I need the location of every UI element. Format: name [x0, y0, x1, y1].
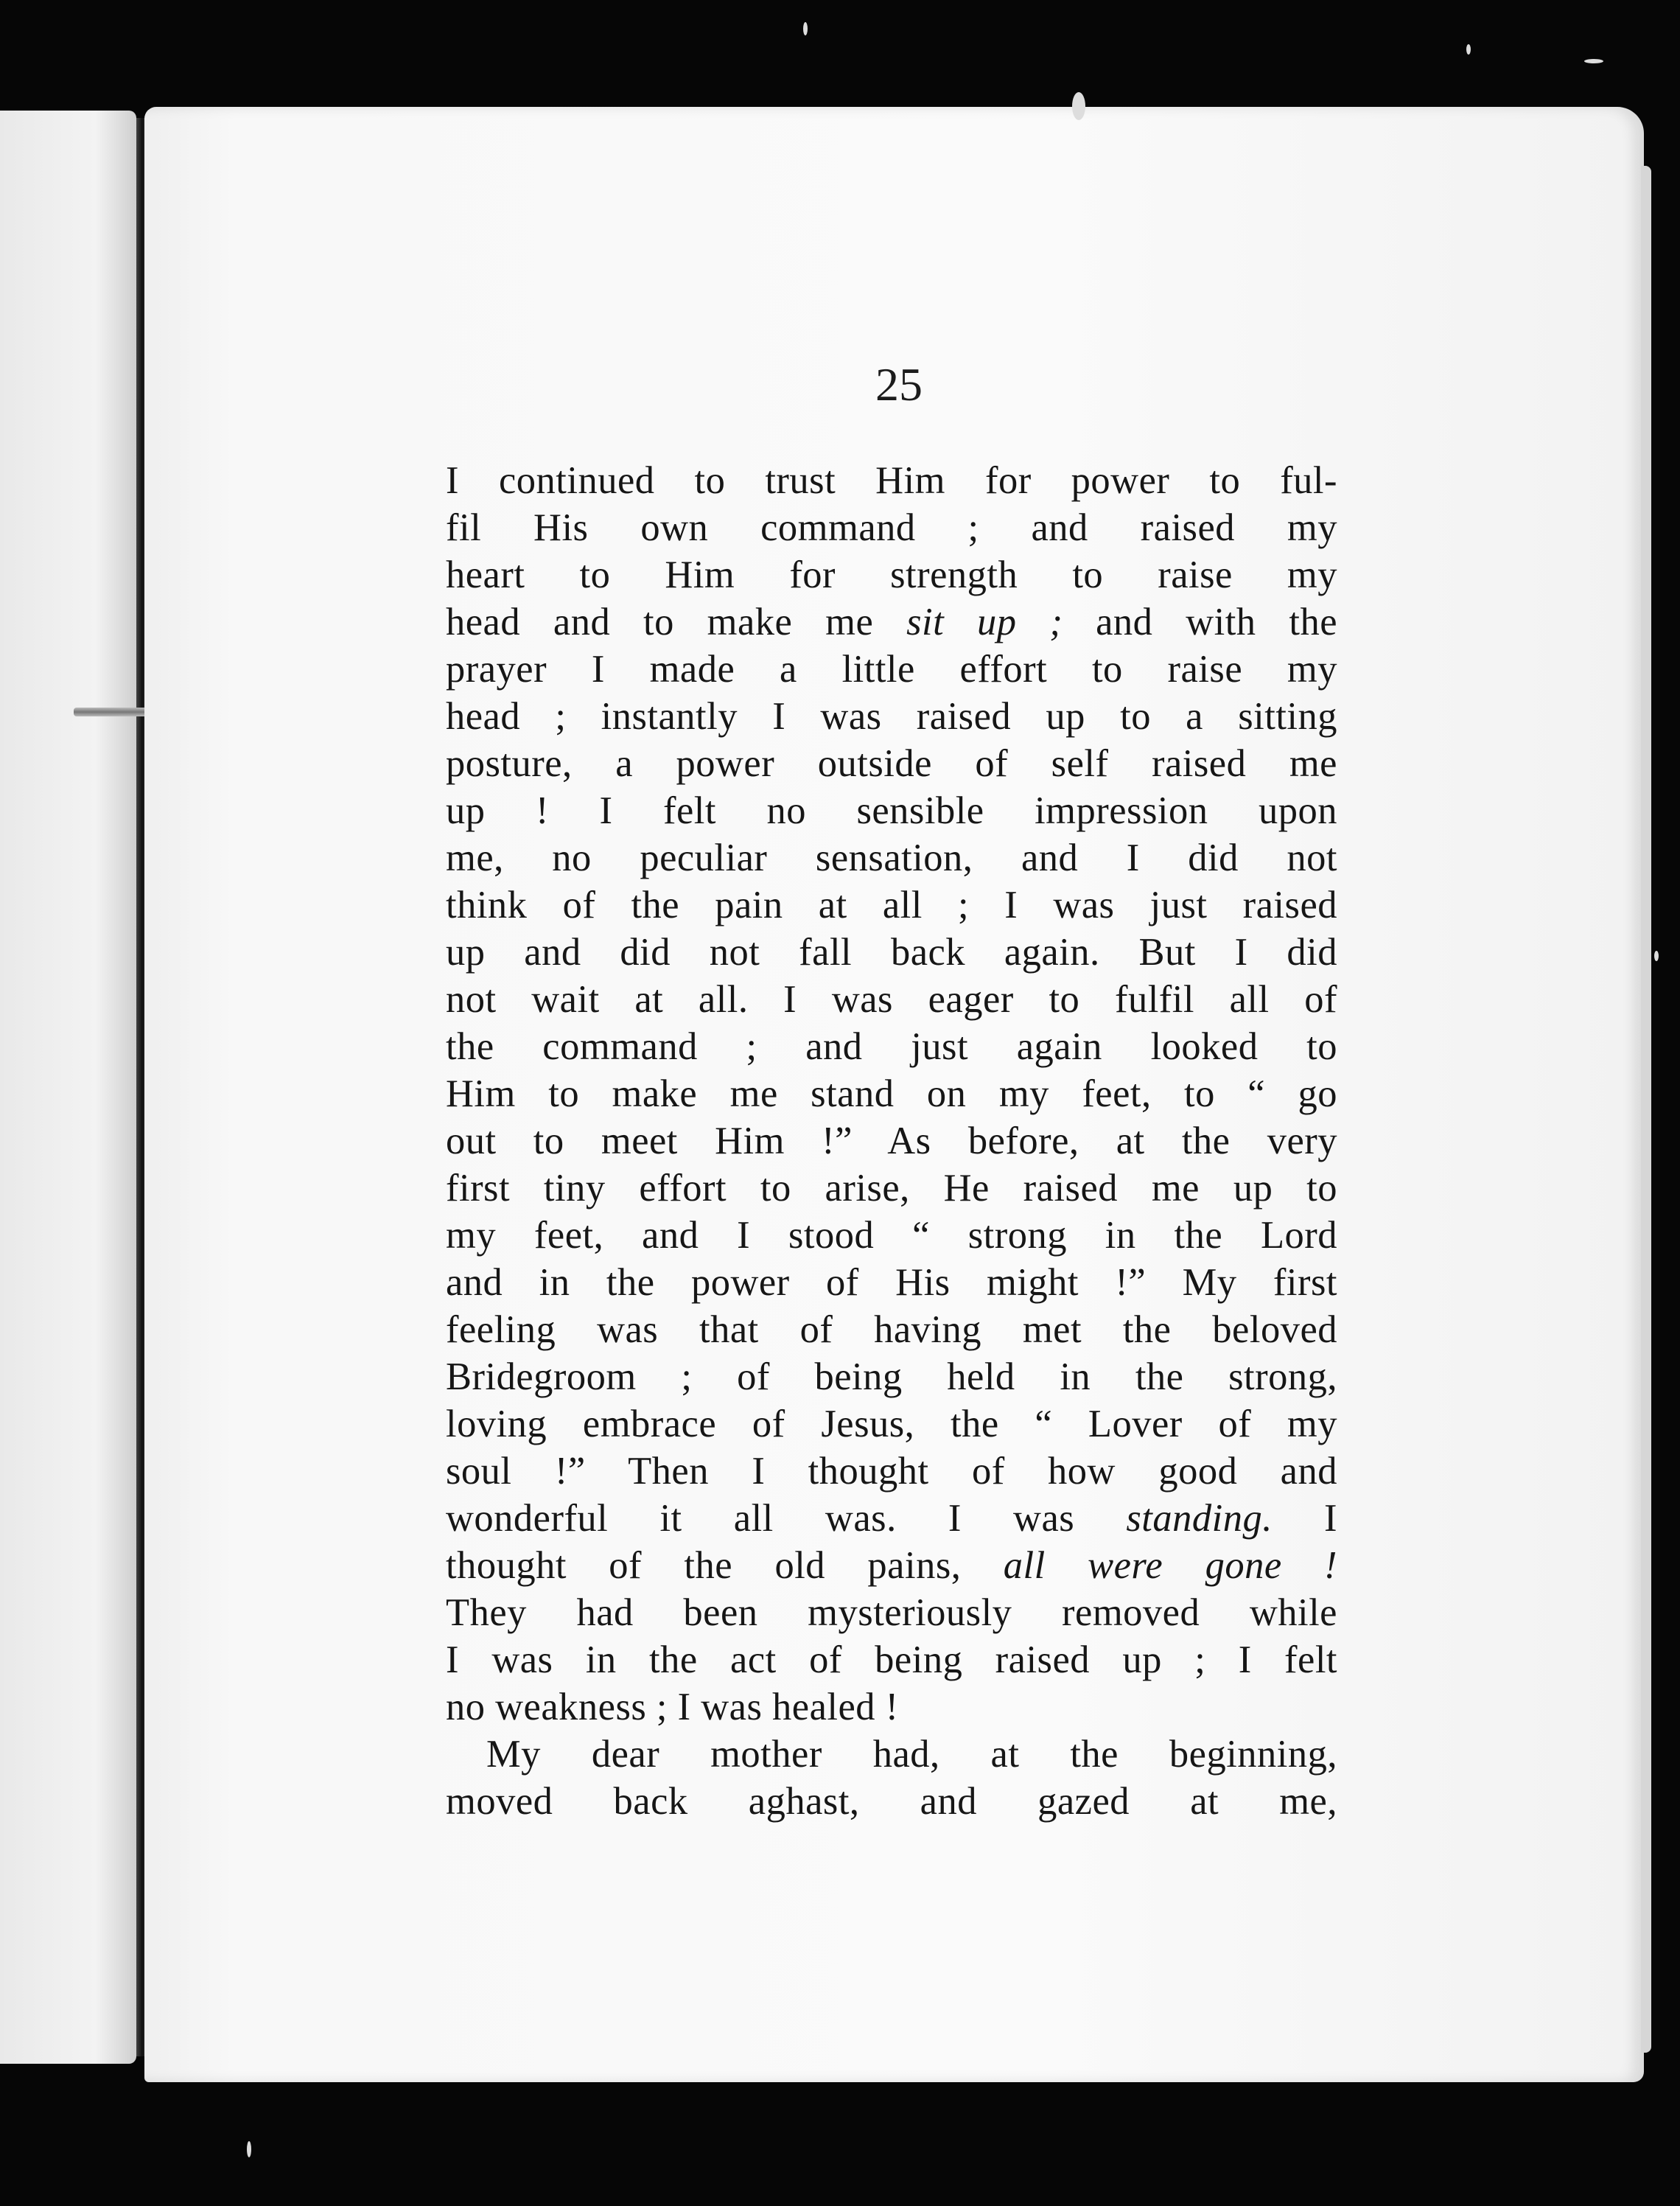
text-line: [446, 598, 1337, 646]
text-line: head ; instantly I was raised up to a sitting: [446, 695, 1337, 738]
text-line: prayer I made a little effort to raise my: [446, 648, 1337, 691]
scan-speck: [1072, 92, 1085, 120]
text-line: heart to Him for strength to raise my: [446, 554, 1337, 596]
facing-page-edge: [0, 111, 136, 2064]
text-line: Him to make me stand on my feet, to “ go: [446, 1072, 1337, 1115]
text-line: My dear mother had, at the beginning,: [486, 1733, 1337, 1776]
text-line: think of the pain at all ; I was just raised: [446, 884, 1337, 926]
text-line: my feet, and I stood “ strong in the Lord: [446, 1214, 1337, 1257]
scan-speck: [1654, 951, 1659, 961]
text-line: They had been mysteriously removed while: [446, 1591, 1337, 1634]
text-line: up and did not fall back again. But I did: [446, 931, 1337, 974]
scan-speck: [247, 2141, 251, 2157]
italic-text: all were gone !: [1003, 1544, 1338, 1587]
text-line: and in the power of His might !” My first: [446, 1261, 1337, 1304]
text-line: me, no peculiar sensation, and I did not: [446, 837, 1337, 879]
text-line: not wait at all. I was eager to fulfil all of: [446, 978, 1337, 1021]
text-line: Bridegroom ; of being held in the strong,: [446, 1355, 1337, 1398]
text-fragment: wonderful it all was. I was: [446, 1497, 1127, 1540]
text-line: [446, 1495, 1337, 1542]
text-line: loving embrace of Jesus, the “ Lover of my: [446, 1403, 1337, 1445]
page-number: 25: [875, 358, 923, 411]
text-line: fil His own command ; and raised my: [446, 506, 1337, 549]
text-line: out to meet Him !” As before, at the very: [446, 1120, 1337, 1162]
text-fragment: and with the: [1063, 601, 1338, 643]
page-body: [446, 457, 1337, 1825]
text-fragment: I: [1272, 1497, 1337, 1540]
scan-speck: [1584, 59, 1603, 63]
italic-text: sit up ;: [906, 601, 1063, 643]
text-line: the command ; and just again looked to: [446, 1025, 1337, 1068]
page-edge: [1641, 166, 1651, 2053]
text-line: first tiny effort to arise, He raised me up to: [446, 1167, 1337, 1210]
scan-speck: [803, 22, 808, 35]
italic-text: standing.: [1126, 1497, 1273, 1540]
text-fragment: head and to make me: [446, 601, 907, 643]
text-fragment: thought of the old pains,: [446, 1544, 1004, 1587]
text-line: [446, 1542, 1337, 1589]
text-line: soul !” Then I thought of how good and: [446, 1450, 1337, 1493]
text-line: feeling was that of having met the beloved: [446, 1308, 1337, 1351]
text-line: up ! I felt no sensible impression upon: [446, 789, 1337, 832]
text-line: no weakness ; I was healed !: [446, 1686, 899, 1728]
text-line: moved back aghast, and gazed at me,: [446, 1780, 1337, 1823]
scan-speck: [1466, 44, 1471, 55]
text-line: posture, a power outside of self raised me: [446, 742, 1337, 785]
text-line: I was in the act of being raised up ; I felt: [446, 1638, 1337, 1681]
text-line: I continued to trust Him for power to ful-: [446, 459, 1337, 502]
